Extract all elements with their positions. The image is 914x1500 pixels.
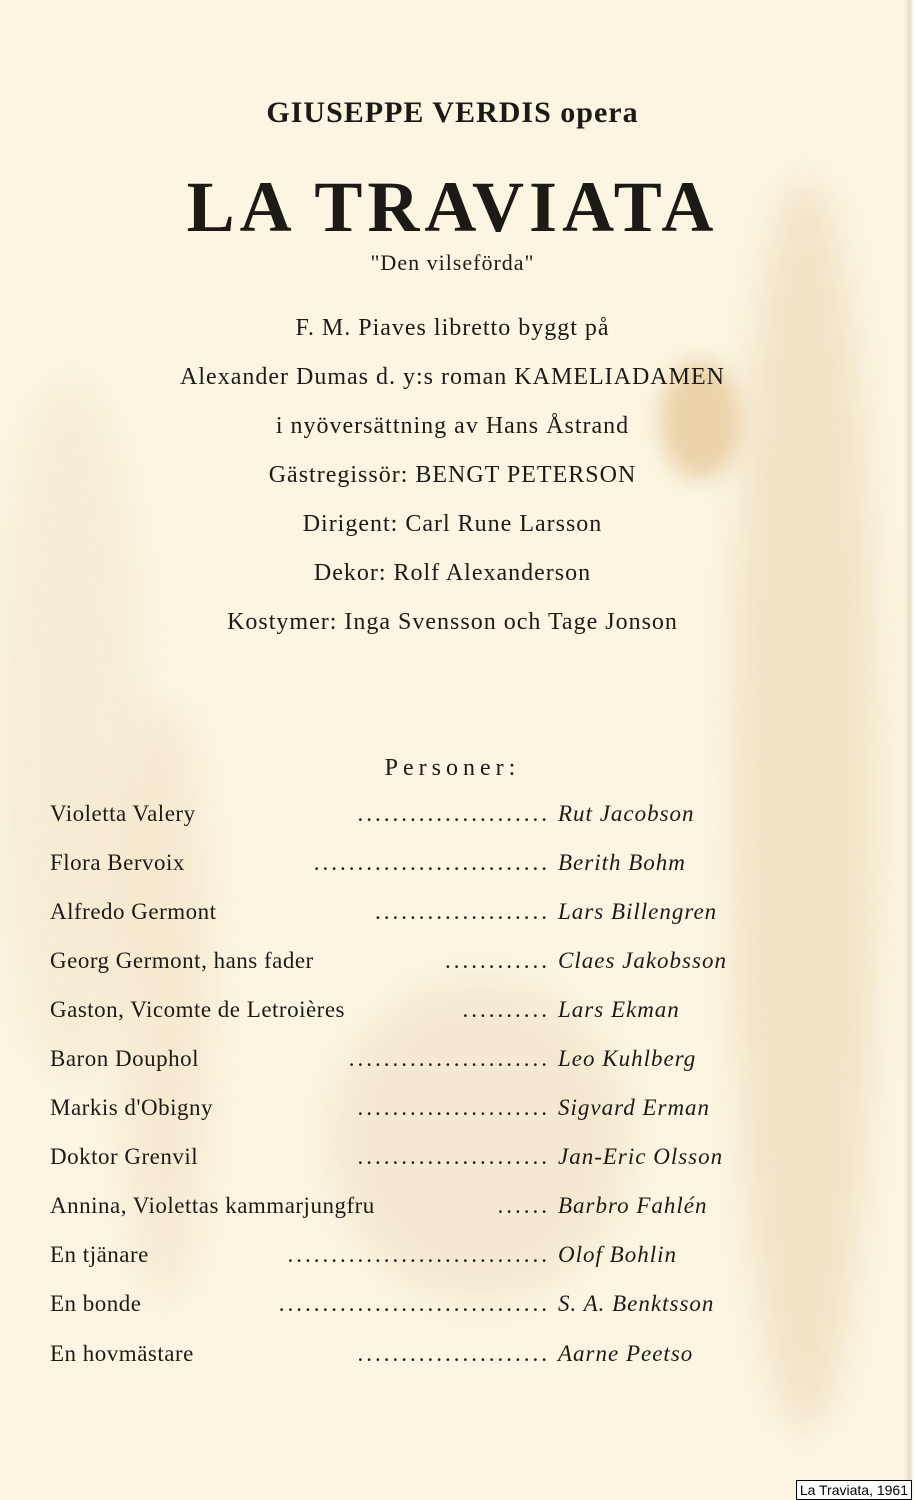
composer-name: GIUSEPPE VERDIS <box>266 96 552 129</box>
cast-actor: Berith Bohm <box>558 850 686 875</box>
cast-actor: Rut Jacobson <box>558 801 695 826</box>
credit-libretto: F. M. Piaves libretto byggt på <box>295 315 610 341</box>
cast-leader-dots: .......... <box>462 997 550 1022</box>
cast-role: Violetta Valery <box>50 801 196 826</box>
cast-leader-dots: ...................... <box>357 1341 550 1366</box>
cast-role: Flora Bervoix <box>50 850 185 875</box>
page-edge <box>904 0 914 1500</box>
credit-translation: i nyöversättning av Hans Åstrand <box>275 413 630 439</box>
cast-role: En tjänare <box>50 1242 149 1267</box>
cast-role: Annina, Violettas kammarjungfru <box>50 1193 375 1218</box>
opera-subtitle: "Den vilseförda" <box>370 250 535 275</box>
cast-row <box>50 1341 750 1381</box>
cast-actor: Sigvard Erman <box>558 1095 711 1120</box>
cast-actor: Claes Jakobsson <box>558 948 727 973</box>
cast-role: Doktor Grenvil <box>50 1144 199 1169</box>
cast-actor: Olof Bohlin <box>558 1242 677 1267</box>
cast-role: Georg Germont, hans fader <box>50 948 314 973</box>
cast-row <box>50 948 750 988</box>
cast-leader-dots: ...................... <box>357 1095 550 1120</box>
cast-actor: Barbro Fahlén <box>558 1193 708 1218</box>
credit-scenery: Dekor: Rolf Alexanderson <box>313 560 592 586</box>
cast-leader-dots: ............................... <box>278 1291 550 1316</box>
cast-row <box>50 1291 750 1331</box>
cast-leader-dots: ...................... <box>357 1144 550 1169</box>
cast-leader-dots: ...................... <box>357 801 550 826</box>
cast-row <box>50 1193 750 1233</box>
cast-heading: Personer: <box>384 755 521 781</box>
cast-row <box>50 801 750 841</box>
cast-role: Baron Douphol <box>50 1046 199 1071</box>
cast-actor: Jan-Eric Olsson <box>558 1144 724 1169</box>
credit-conductor: Dirigent: Carl Rune Larsson <box>302 511 603 537</box>
cast-role: Alfredo Germont <box>50 899 217 924</box>
cast-leader-dots: .............................. <box>287 1242 550 1267</box>
cast-actor: Leo Kuhlberg <box>558 1046 697 1071</box>
cast-leader-dots: ............ <box>445 948 550 973</box>
opera-word: opera <box>560 96 639 129</box>
opera-title: LA TRAVIATA <box>186 167 719 247</box>
cast-row <box>50 1046 750 1086</box>
cast-actor: Aarne Peetso <box>558 1341 694 1366</box>
credit-costumes: Kostymer: Inga Svensson och Tage Jonson <box>227 609 678 635</box>
credit-novel: Alexander Dumas d. y:s roman KAMELIADAMEN <box>180 364 725 390</box>
cast-row <box>50 1095 750 1135</box>
cast-actor: S. A. Benktsson <box>558 1291 715 1316</box>
cast-leader-dots: .................... <box>375 899 550 924</box>
cast-leader-dots: ........................... <box>313 850 550 875</box>
credit-director: Gästregissör: BENGT PETERSON <box>268 462 637 488</box>
cast-row <box>50 1144 750 1184</box>
cast-leader-dots: ...... <box>497 1193 550 1218</box>
cast-actor: Lars Ekman <box>558 997 680 1022</box>
cast-row <box>50 899 750 939</box>
cast-role: En hovmästare <box>50 1341 194 1366</box>
cast-actor: Lars Billengren <box>558 899 718 924</box>
image-caption: La Traviata, 1961 <box>796 1480 912 1500</box>
cast-leader-dots: ....................... <box>348 1046 550 1071</box>
cast-row <box>50 1242 750 1282</box>
composer-line <box>0 96 905 130</box>
cast-role: Gaston, Vicomte de Letroières <box>50 997 345 1022</box>
cast-role: En bonde <box>50 1291 142 1316</box>
cast-role: Markis d'Obigny <box>50 1095 214 1120</box>
cast-row <box>50 850 750 890</box>
cast-row <box>50 997 750 1037</box>
